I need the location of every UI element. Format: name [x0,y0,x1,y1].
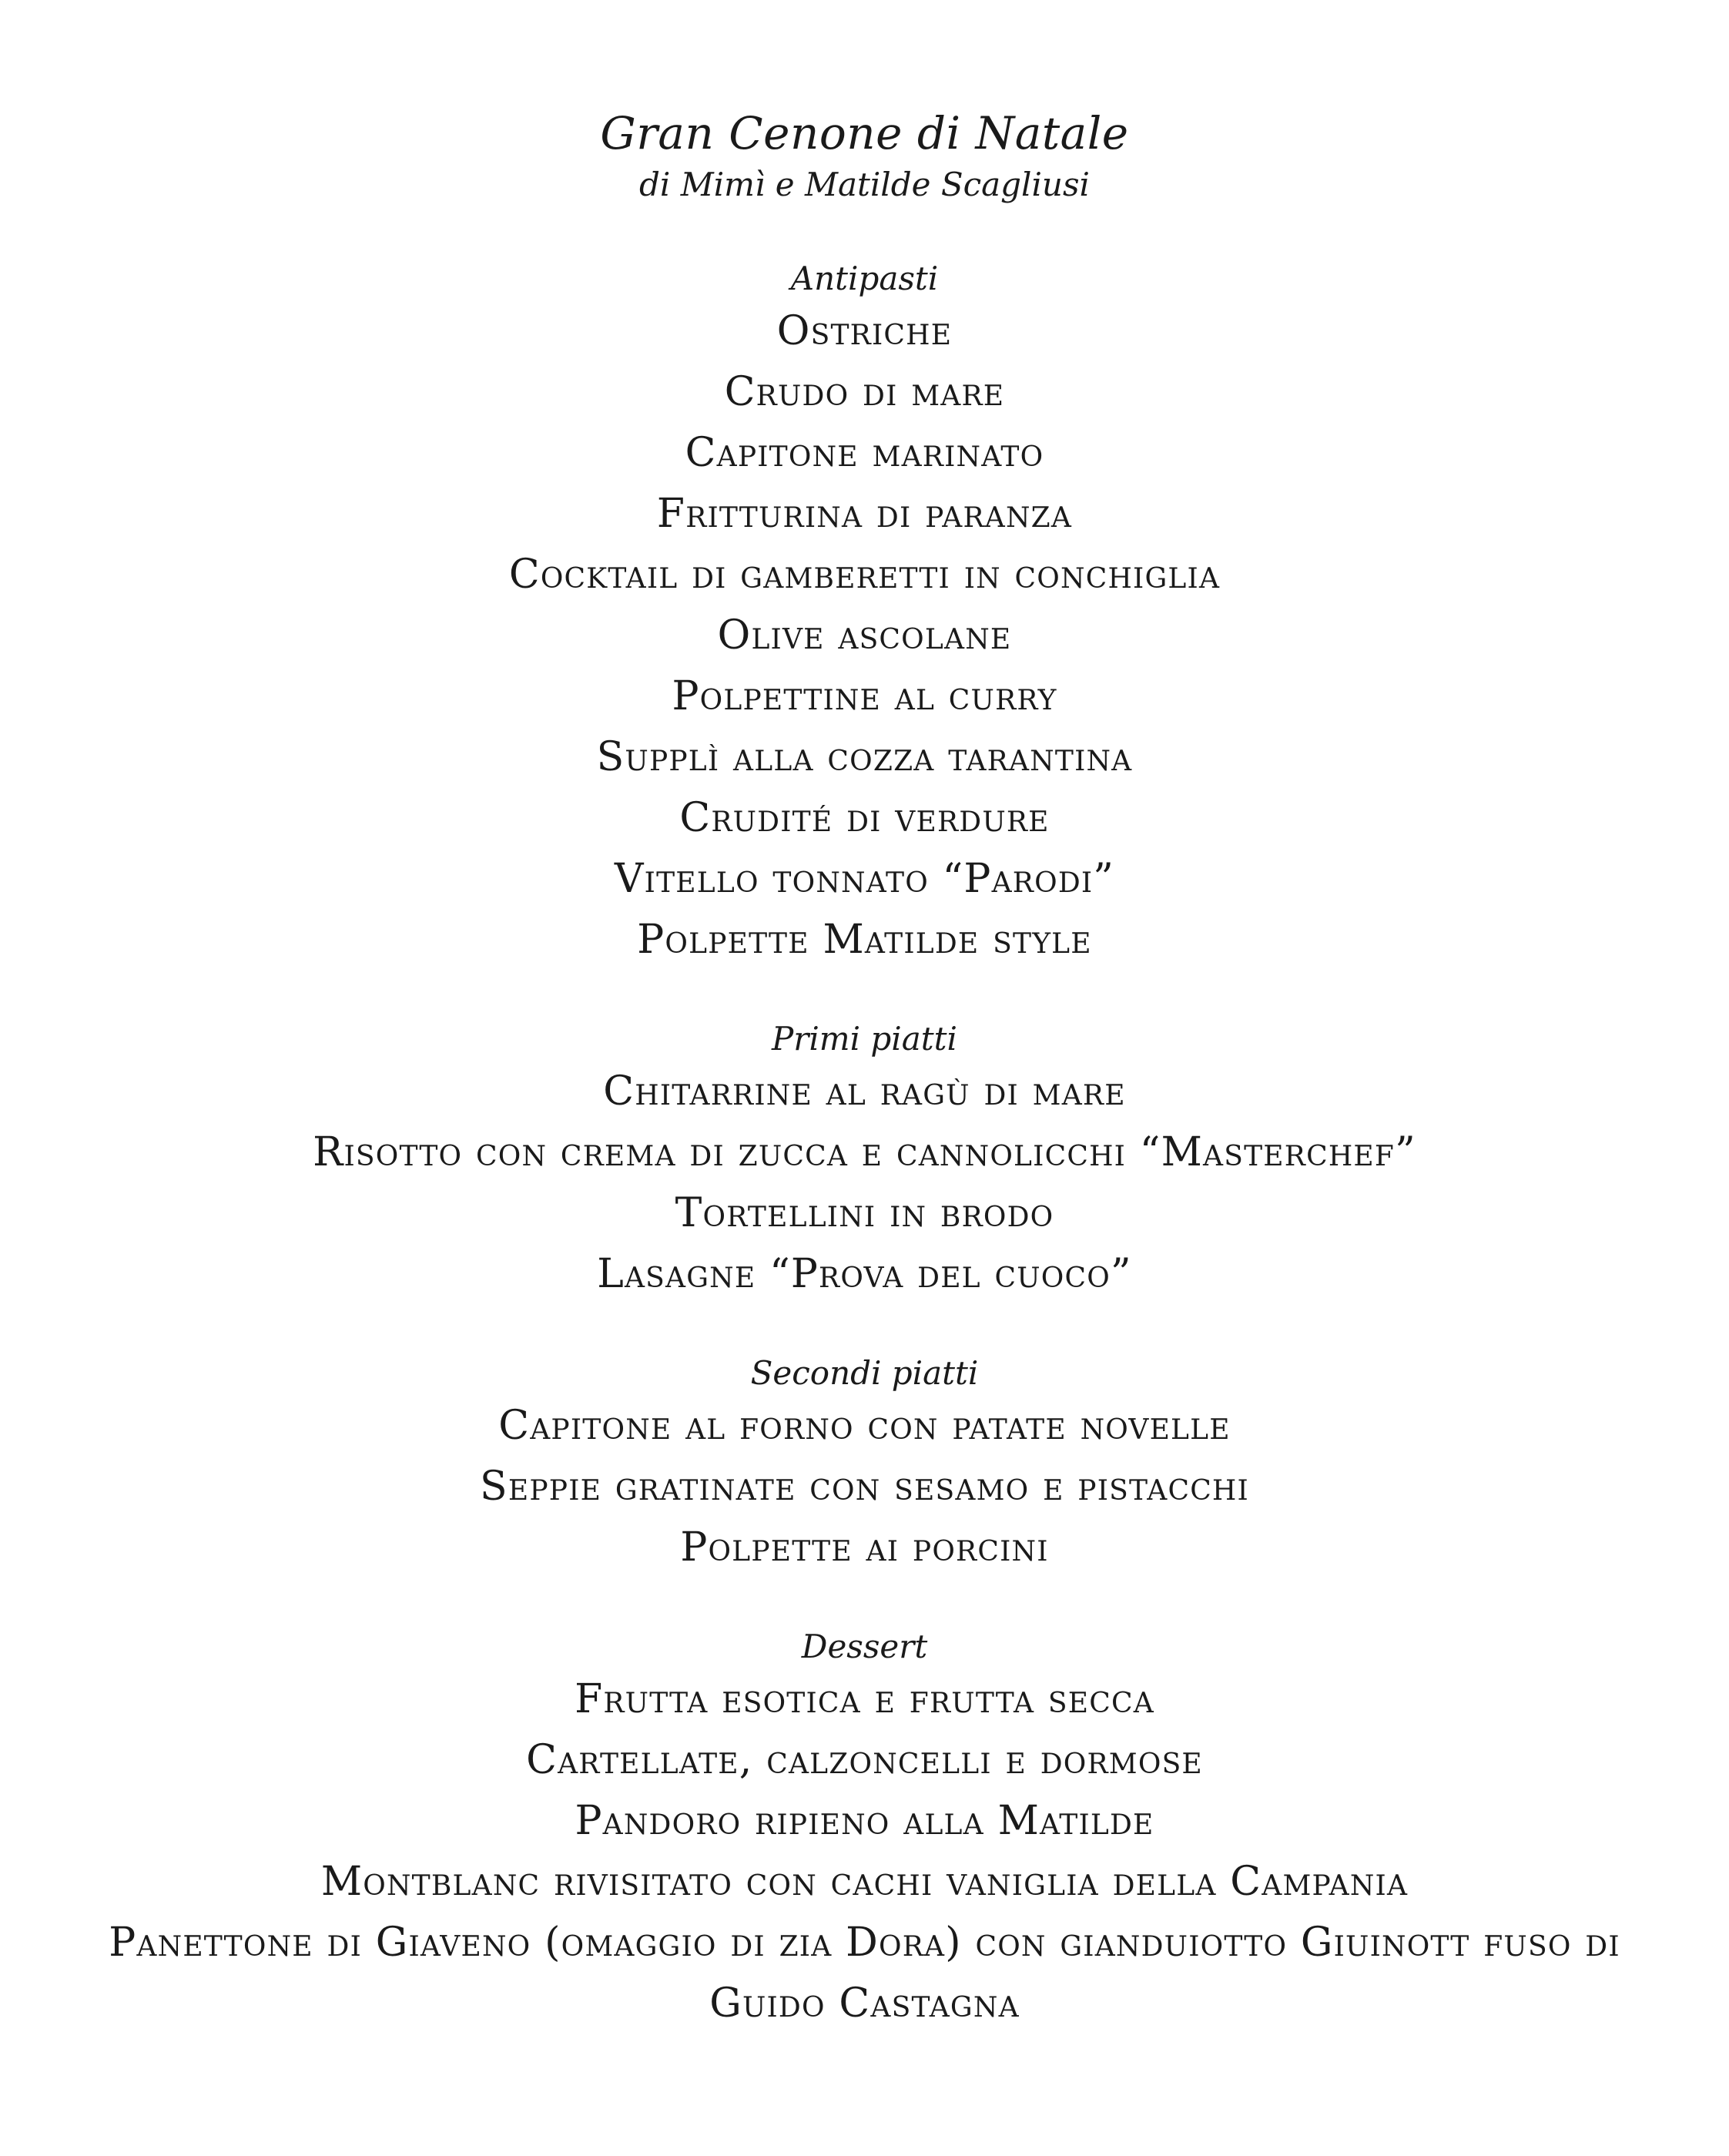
section-dessert [0,1625,1729,2034]
dish-item: Lasagne “Prova del cuoco” [597,1251,1132,1297]
section-title: Antipasti [790,260,939,297]
section-primi-piatti [0,1017,1729,1305]
page-subtitle: di Mimì e Matilde Scagliusi [639,166,1090,203]
dish-item: Seppie gratinate con sesamo e pistacchi [480,1464,1249,1510]
dish-item: Polpette Matilde style [637,917,1092,963]
section-title: Primi piatti [772,1020,957,1058]
dish-item: Crudité di verdure [679,795,1050,841]
dish-item: Tortellini in brodo [675,1190,1054,1236]
dish-item: Fritturina di paranza [656,491,1073,537]
dish-item: Frutta esotica e frutta secca [575,1676,1154,1722]
dish-item: Cocktail di gamberetti in conchiglia [508,552,1221,598]
dish-item: Capitone al forno con patate novelle [498,1403,1231,1449]
dish-item: Olive ascolane [717,612,1012,659]
dish-item: Panettone di Giaveno (omaggio di zia Dora) con gianduiotto Giuinott fuso di Guido Castagna [109,1920,1620,2027]
dish-item: Vitello tonnato “Parodi” [614,856,1115,902]
section-secondi-piatti [0,1351,1729,1578]
dish-item: Ostriche [776,308,953,354]
dish-item: Risotto con crema di zucca e cannolicchi “Masterchef” [313,1129,1416,1175]
dish-item: Pandoro ripieno alla Matilde [575,1798,1154,1844]
section-title: Dessert [801,1628,928,1665]
dish-item: Supplì alla cozza tarantina [596,734,1133,780]
section-antipasti [0,257,1729,971]
dish-item: Montblanc rivisitato con cachi vaniglia della Campania [320,1859,1409,1905]
page-title: Gran Cenone di Natale [600,107,1129,159]
menu [0,104,1729,2034]
dish-item: Crudo di mare [724,369,1005,415]
dish-item: Capitone marinato [685,430,1044,476]
dish-item: Chitarrine al ragù di mare [603,1068,1126,1115]
dish-item: Polpette ai porcini [680,1524,1049,1571]
section-title: Secondi piatti [750,1354,979,1392]
dish-item: Cartellate, calzoncelli e dormose [526,1737,1203,1783]
dish-item: Polpettine al curry [672,673,1057,719]
